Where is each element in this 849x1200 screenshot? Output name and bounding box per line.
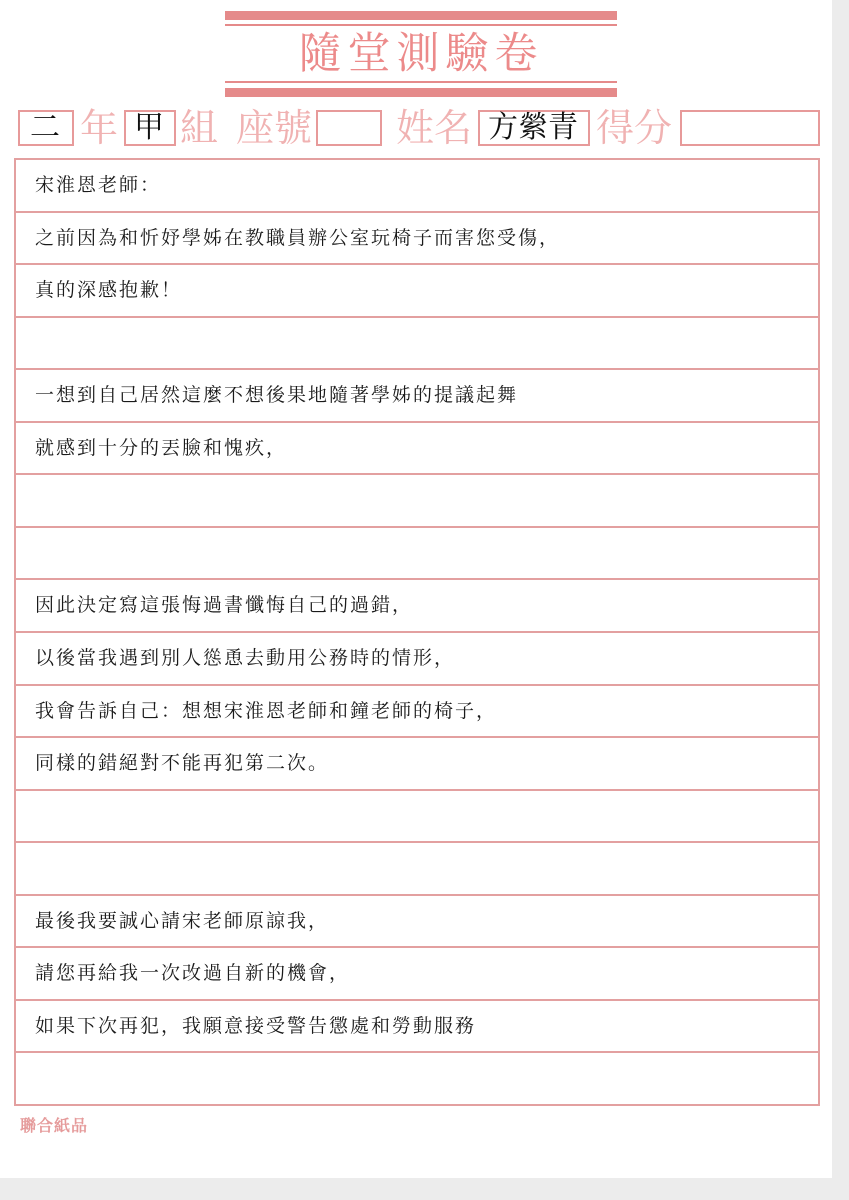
score-box bbox=[680, 110, 820, 146]
ruled-line bbox=[14, 631, 820, 633]
title-decor-bar bbox=[225, 88, 617, 97]
handwritten-line: 宋淮恩老師： bbox=[35, 174, 162, 196]
ruled-line bbox=[14, 368, 820, 370]
ruled-line bbox=[14, 841, 820, 843]
page-edge-shadow bbox=[0, 1178, 849, 1200]
ruled-line bbox=[14, 473, 820, 475]
footer-brand: 聯合紙品 bbox=[20, 1116, 89, 1135]
ruled-line bbox=[14, 999, 820, 1001]
title-decor-rule bbox=[225, 81, 617, 83]
name-label: 姓名 bbox=[396, 106, 473, 150]
handwritten-line: 就感到十分的丟臉和愧疚， bbox=[35, 437, 288, 459]
handwritten-line: 以後當我遇到別人慫恿去動用公務時的情形， bbox=[35, 647, 456, 669]
handwritten-line bbox=[35, 845, 795, 892]
ruled-line bbox=[14, 211, 820, 213]
grade-label: 年 bbox=[80, 106, 119, 150]
ruled-line bbox=[14, 789, 820, 791]
handwritten-line bbox=[35, 1055, 795, 1102]
grade-value: 二 bbox=[30, 110, 60, 145]
ruled-line bbox=[14, 421, 820, 423]
score-label: 得分 bbox=[596, 106, 673, 150]
handwritten-line: 請您再給我一次改過自新的機會， bbox=[35, 962, 351, 984]
handwritten-line: 如果下次再犯，我願意接受警告懲處和勞動服務 bbox=[35, 1015, 477, 1037]
handwritten-line: 之前因為和忻妤學姊在教職員辦公室玩椅子而害您受傷， bbox=[35, 227, 561, 249]
ruled-line bbox=[14, 1051, 820, 1053]
handwritten-line: 因此決定寫這張悔過書懺悔自己的過錯， bbox=[35, 594, 414, 616]
seat-label: 座號 bbox=[236, 106, 313, 150]
handwritten-line bbox=[35, 530, 795, 577]
handwritten-line bbox=[35, 793, 795, 840]
title-decor-rule bbox=[225, 24, 617, 26]
ruled-line bbox=[14, 316, 820, 318]
handwritten-line: 我會告訴自己：想想宋淮恩老師和鐘老師的椅子， bbox=[35, 700, 498, 722]
ruled-line bbox=[14, 684, 820, 686]
handwritten-line bbox=[35, 320, 795, 367]
handwritten-line: 一想到自己居然這麼不想後果地隨著學姊的提議起舞 bbox=[35, 384, 519, 406]
ruled-line bbox=[14, 894, 820, 896]
handwritten-line: 同樣的錯絕對不能再犯第二次。 bbox=[35, 752, 330, 774]
page-edge-shadow bbox=[832, 0, 849, 1200]
handwritten-line bbox=[35, 477, 795, 524]
seat-box bbox=[316, 110, 382, 146]
quiz-title: 隨堂測驗卷 bbox=[298, 29, 544, 79]
ruled-line bbox=[14, 946, 820, 948]
class-value: 甲 bbox=[134, 110, 164, 145]
ruled-line bbox=[14, 263, 820, 265]
handwritten-line: 最後我要誠心請宋老師原諒我， bbox=[35, 910, 330, 932]
handwritten-line: 真的深感抱歉！ bbox=[35, 279, 183, 301]
ruled-line bbox=[14, 578, 820, 580]
name-value: 方縈青 bbox=[488, 110, 578, 145]
title-decor-bar bbox=[225, 11, 617, 20]
class-label: 組 bbox=[180, 106, 219, 150]
ruled-line bbox=[14, 526, 820, 528]
ruled-line bbox=[14, 736, 820, 738]
